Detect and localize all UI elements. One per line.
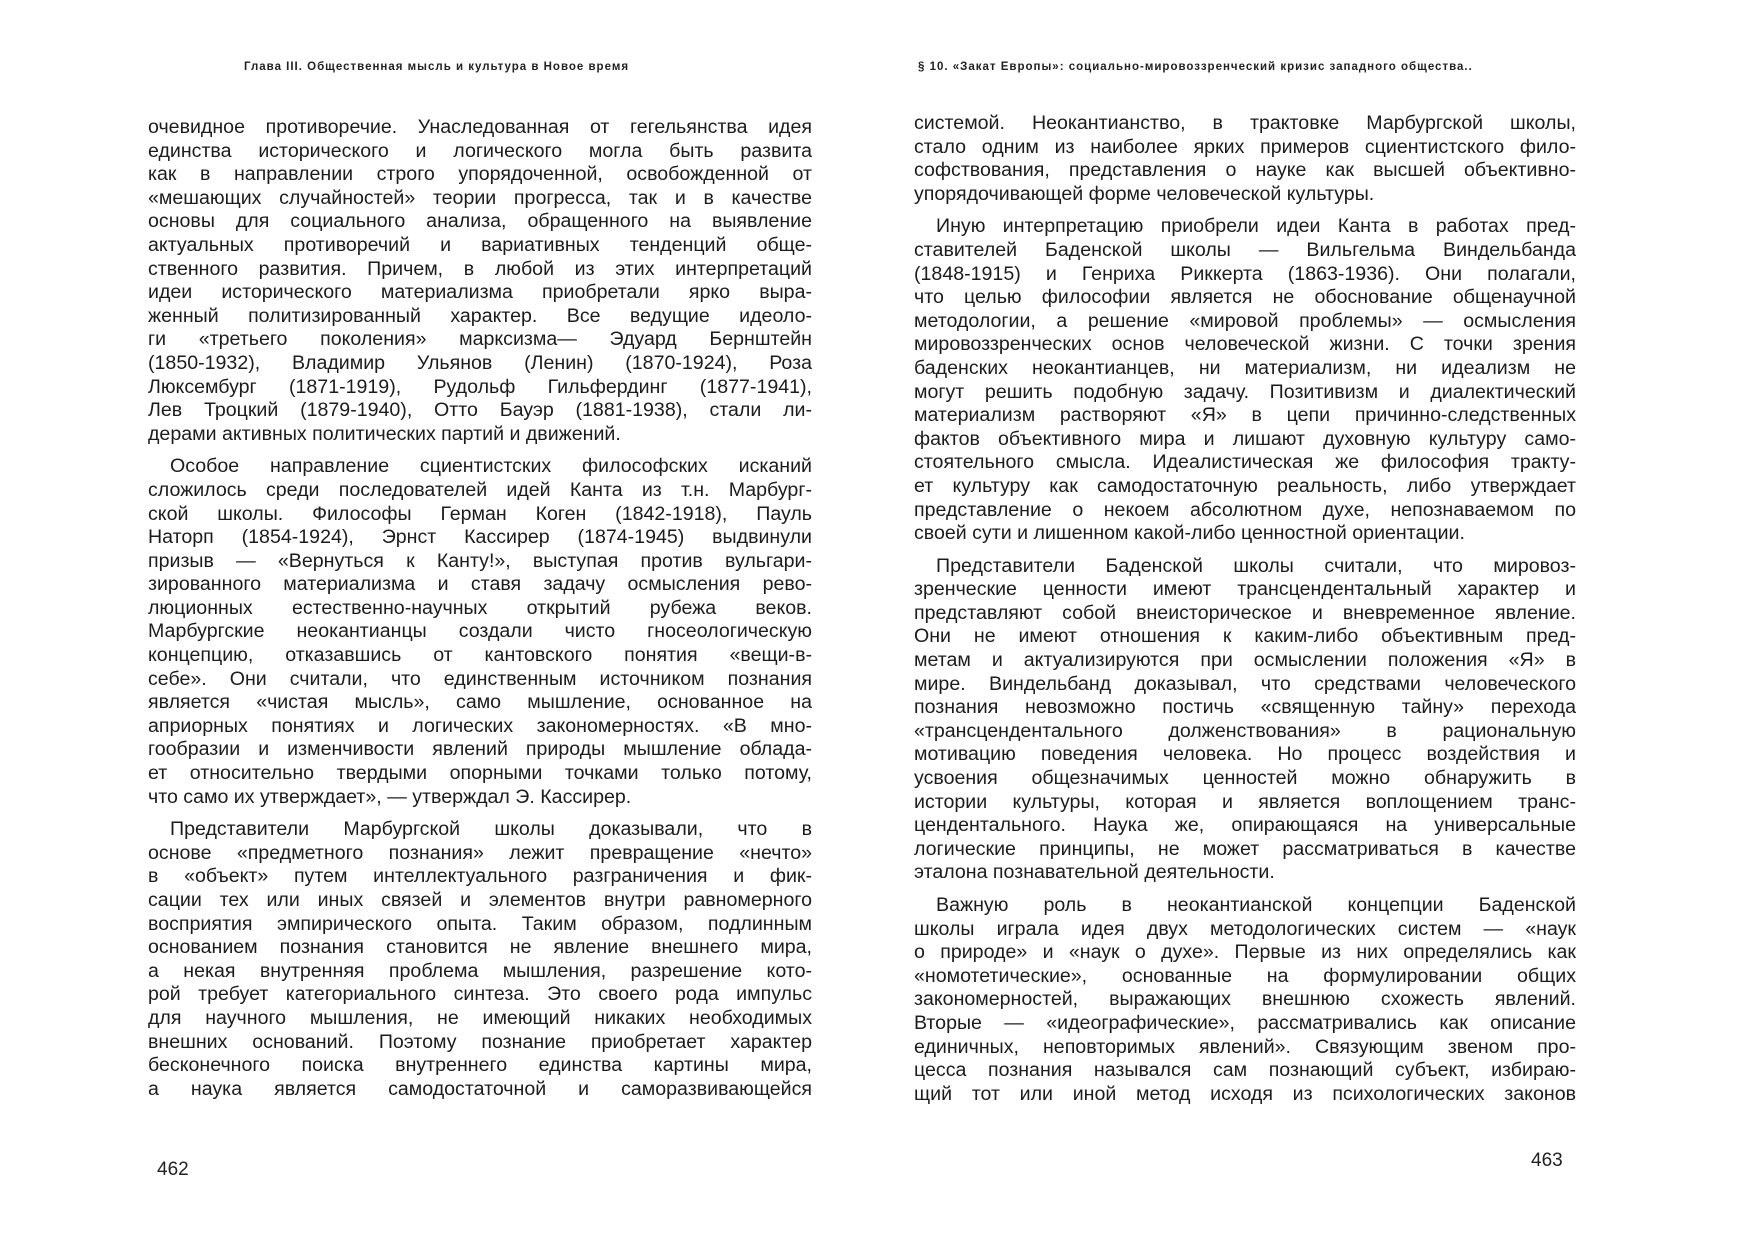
text-line: основе «предметного познания» лежит превращение «нечто» (148, 841, 812, 864)
text-line: «номотетические», основанные на формулировании общих (914, 964, 1576, 987)
text-line: истории культуры, которая и является воплощением транс- (914, 790, 1576, 813)
text-line: призыв — «Вернуться к Канту!», выступая против вульгари- (148, 549, 812, 572)
text-line: материализм растворяют «Я» в цепи причинно-следственных (914, 404, 1576, 427)
right-text-column (914, 112, 1576, 1115)
text-line: мотивацию поведения человека. Но процесс воздействия и (914, 743, 1576, 766)
text-line: а некая внутренняя проблема мышления, разрешение кото- (148, 959, 812, 982)
text-line: «мешающих случайностей» теории прогресса, так и в качестве (148, 186, 812, 209)
left-text-column (148, 116, 812, 1110)
text-line: а наука является самодостаточной и саморазвивающейся (148, 1077, 812, 1100)
paragraph (148, 455, 812, 809)
text-line: Лев Троцкий (1879-1940), Отто Бауэр (1881-1938), стали ли- (148, 399, 812, 422)
text-line: стало одним из наиболее ярких примеров сциентистского фило- (914, 135, 1576, 158)
paragraph (148, 818, 812, 1101)
text-line: актуальных противоречий и вариативных тенденций обще- (148, 233, 812, 256)
text-line: зренческие ценности имеют трансцендентальный характер и (914, 578, 1576, 601)
text-line: могут решить подобную задачу. Позитивизм и диалектический (914, 380, 1576, 403)
text-line: сации тех или иных связей и элементов внутри равномерного (148, 889, 812, 911)
text-line: люционных естественно-научных открытий рубежа веков. (148, 596, 812, 619)
text-line: концепцию, отказавшись от кантовского понятия «вещи-в- (148, 644, 812, 667)
text-line: внешних оснований. Поэтому познание приобретает характер (148, 1030, 812, 1053)
text-line: бесконечного поиска внутреннего единства картины мира, (148, 1054, 812, 1077)
text-line: Иную интерпретацию приобрели идеи Канта в работах пред- (936, 215, 1576, 238)
paragraph (148, 116, 812, 446)
text-line: ственного развития. Причем, в любой из этих интерпретаций (148, 257, 812, 280)
text-line: ги «третьего поколения» марксизма— Эдуард Бернштейн (148, 328, 812, 351)
paragraph (914, 112, 1576, 206)
text-line: зированного материализма и ставя задачу осмысления рево- (148, 573, 812, 596)
text-line: Вторые — «идеографические», рассматривались как описание (914, 1011, 1576, 1034)
text-line: своей сути и лишенном какой-либо ценностной ориентации. (914, 522, 1465, 545)
text-line: Люксембург (1871-1919), Рудольф Гильфердинг (1877-1941), (148, 375, 812, 398)
text-line: закономерностей, выражающих внешнюю схожесть явлений. (914, 988, 1576, 1011)
text-line: логические принципы, не может рассматриваться в качестве (914, 837, 1576, 860)
text-line: Особое направление сциентистских философских исканий (170, 455, 812, 478)
text-line: ет относительно твердыми опорными точками только потому, (148, 762, 812, 785)
text-line: усвоения общезначимых ценностей можно обнаружить в (914, 767, 1576, 790)
text-line: системой. Неокантианство, в трактовке Марбургской школы, (914, 112, 1576, 134)
text-line: софствования, представления о науке как высшей объективно- (914, 159, 1576, 182)
right-page (877, 0, 1754, 1239)
text-line: ставителей Баденской школы — Вильгельма Виндельбанда (914, 238, 1576, 261)
text-line: дерами активных политических партий и движений. (148, 422, 621, 445)
text-line: единичных, неповторимых явлений». Связующим звеном про- (914, 1035, 1576, 1058)
text-line: единства исторического и логического могла быть развита (148, 139, 812, 162)
text-line: о природе» и «наук о духе». Первые из них определялись как (914, 941, 1576, 964)
text-line: для научного мышления, не имеющий никаких необходимых (148, 1006, 812, 1029)
text-line: Важную роль в неокантианской концепции Баденской (936, 894, 1576, 916)
text-line: фактов объективного мира и лишают духовную культуру само- (914, 427, 1576, 450)
paragraph (914, 215, 1576, 545)
page-number-left: 462 (157, 1159, 189, 1180)
text-line: баденских неокантианцев, ни материализм, ни идеализм не (914, 356, 1576, 379)
text-line: идеи исторического материализма приобретали ярко выра- (148, 281, 812, 304)
text-line: ет культуру как самодостаточную реальность, либо утверждает (914, 474, 1576, 497)
text-line: что целью философии является не обоснование общенаучной (914, 286, 1576, 309)
text-line: Представители Марбургской школы доказывали, что в (170, 818, 812, 841)
text-line: себе». Они считали, что единственным источником познания (148, 667, 812, 690)
text-line: представление о некоем абсолютном духе, непознаваемом по (914, 498, 1576, 521)
text-line: сложилось среди последователей идей Канта из т.н. Марбург- (148, 478, 812, 501)
text-line: стоятельного смысла. Идеалистическая же философия тракту- (914, 451, 1576, 474)
text-line: основы для социального анализа, обращенного на выявление (148, 210, 812, 233)
text-line: щий тот или иной метод исходя из психологических законов (914, 1082, 1576, 1105)
text-line: представляют собой внеисторическое и вневременное явление. (914, 601, 1576, 624)
text-line: ской школы. Философы Герман Коген (1842-1918), Пауль (148, 502, 812, 525)
paragraph (914, 894, 1576, 1106)
text-line: априорных понятиях и логических закономерностях. «В мно- (148, 714, 812, 737)
running-head-left: Глава III. Общественная мысль и культура в Новое время (244, 61, 630, 73)
running-head-right: § 10. «Закат Европы»: социально-мировоззренческий кризис западного общества.. (918, 61, 1473, 73)
text-line: упорядочивающей форме человеческой культуры. (914, 182, 1375, 205)
page-number-right: 463 (1531, 1150, 1563, 1171)
text-line: является «чистая мысль», само мышление, основанное на (148, 691, 812, 714)
text-line: восприятия эмпирического опыта. Таким образом, подлинным (148, 912, 812, 935)
text-line: Представители Баденской школы считали, что мировоз- (936, 554, 1576, 577)
text-line: школы играла идея двух методологических систем — «наук (914, 917, 1576, 940)
text-line: «трансцендентального долженствования» в рациональную (914, 719, 1576, 742)
paragraph (914, 555, 1576, 885)
text-line: цендентального. Наука же, опирающаяся на универсальные (914, 814, 1576, 837)
text-line: основанием познания становится не явление внешнего мира, (148, 936, 812, 959)
text-line: познания невозможно постичь «священную тайну» перехода (914, 696, 1576, 719)
text-line: мировоззренческих основ человеческой жизни. С точки зрения (914, 333, 1576, 356)
text-line: цесса познания назывался сам познающий субъект, избираю- (914, 1059, 1576, 1082)
text-line: методологии, а решение «мировой проблемы» — осмысления (914, 309, 1576, 332)
text-line: очевидное противоречие. Унаследованная от гегельянства идея (148, 116, 812, 138)
text-line: гообразии и изменчивости явлений природы мышление облада- (148, 738, 812, 761)
text-line: рой требует категориального синтеза. Это своего рода импульс (148, 983, 812, 1006)
text-line: Они не имеют отношения к каким-либо объективным пред- (914, 625, 1576, 648)
text-line: метам и актуализируются при осмыслении положения «Я» в (914, 649, 1576, 672)
text-line: что само их утверждает», — утверждал Э. Кассирер. (148, 785, 632, 808)
text-line: мире. Виндельбанд доказывал, что средствами человеческого (914, 672, 1576, 695)
text-line: (1848-1915) и Генриха Риккерта (1863-1936). Они полагали, (914, 262, 1576, 285)
text-line: Наторп (1854-1924), Эрнст Кассирер (1874-1945) выдвинули (148, 526, 812, 549)
text-line: женный политизированный характер. Все ведущие идеоло- (148, 304, 812, 327)
text-line: Марбургские неокантианцы создали чисто гносеологическую (148, 620, 812, 643)
text-line: (1850-1932), Владимир Ульянов (Ленин) (1870-1924), Роза (148, 351, 812, 374)
text-line: как в направлении строго упорядоченной, освобожденной от (148, 163, 812, 186)
text-line: эталона познавательной деятельности. (914, 861, 1275, 884)
text-line: в «объект» путем интеллектуального разграничения и фик- (148, 865, 812, 888)
